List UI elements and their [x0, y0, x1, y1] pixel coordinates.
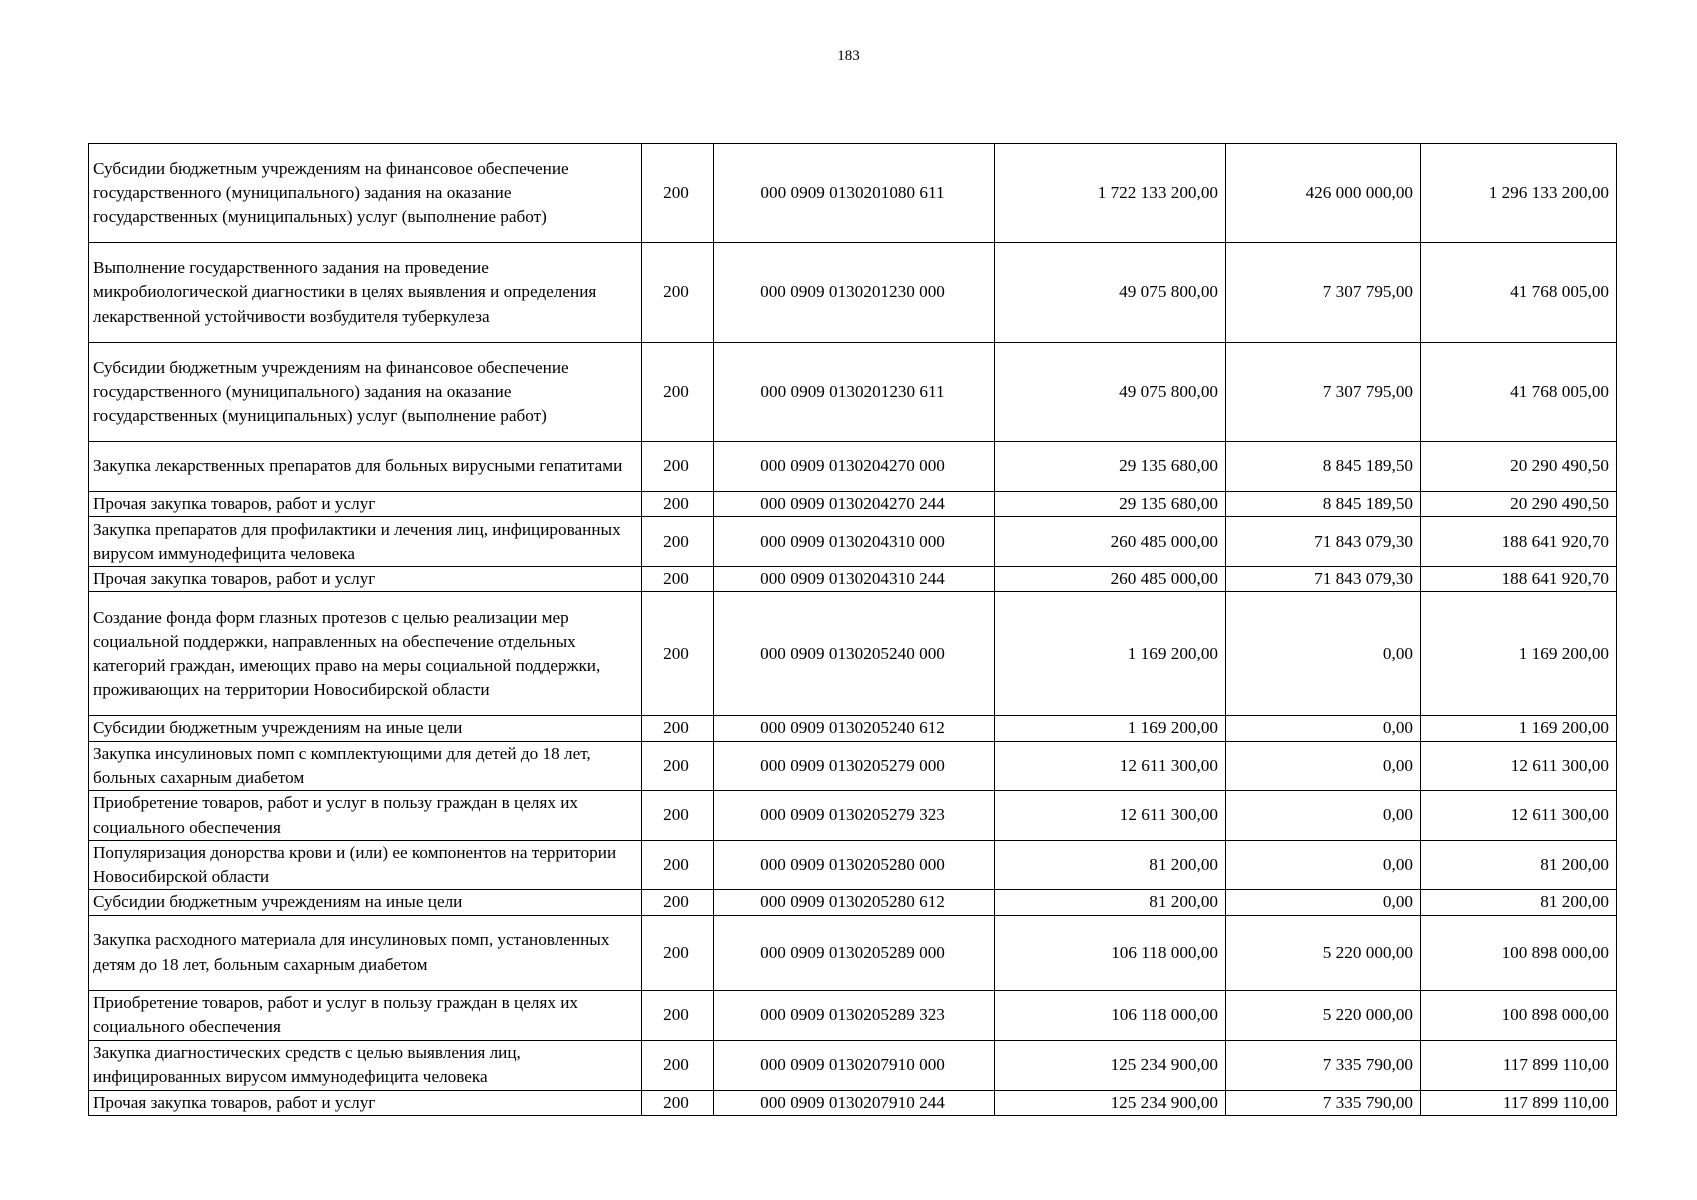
unexecuted-amount-cell: 81 200,00 — [1421, 841, 1617, 890]
executed-amount-cell: 7 335 790,00 — [1226, 1040, 1421, 1090]
approved-amount-cell: 106 118 000,00 — [995, 915, 1226, 990]
table-row — [89, 243, 1617, 343]
executed-amount-cell: 8 845 189,50 — [1226, 492, 1421, 517]
expense-name-cell: Приобретение товаров, работ и услуг в пользу граждан в целях их социального обеспечения — [89, 990, 642, 1040]
admin-code-cell: 200 — [642, 243, 714, 343]
table-row — [89, 343, 1617, 442]
table-row — [89, 1040, 1617, 1090]
table-row — [89, 915, 1617, 990]
approved-amount-cell: 1 169 200,00 — [995, 592, 1226, 716]
unexecuted-amount-cell: 81 200,00 — [1421, 890, 1617, 915]
admin-code-cell: 200 — [642, 144, 714, 243]
unexecuted-amount-cell: 1 169 200,00 — [1421, 716, 1617, 741]
executed-amount-cell: 5 220 000,00 — [1226, 915, 1421, 990]
executed-amount-cell: 0,00 — [1226, 741, 1421, 790]
budget-code-cell: 000 0909 0130201230 000 — [714, 243, 995, 343]
executed-amount-cell: 7 307 795,00 — [1226, 343, 1421, 442]
expense-name-cell: Прочая закупка товаров, работ и услуг — [89, 567, 642, 592]
executed-amount-cell: 0,00 — [1226, 841, 1421, 890]
table-row — [89, 990, 1617, 1040]
approved-amount-cell: 125 234 900,00 — [995, 1090, 1226, 1115]
expense-name-cell: Субсидии бюджетным учреждениям на иные цели — [89, 890, 642, 915]
page-number: 183 — [837, 48, 860, 64]
unexecuted-amount-cell: 188 641 920,70 — [1421, 567, 1617, 592]
approved-amount-cell: 49 075 800,00 — [995, 243, 1226, 343]
approved-amount-cell: 1 169 200,00 — [995, 716, 1226, 741]
executed-amount-cell: 7 335 790,00 — [1226, 1090, 1421, 1115]
approved-amount-cell: 1 722 133 200,00 — [995, 144, 1226, 243]
unexecuted-amount-cell: 1 169 200,00 — [1421, 592, 1617, 716]
expense-name-cell: Субсидии бюджетным учреждениям на иные цели — [89, 716, 642, 741]
expense-name-cell: Приобретение товаров, работ и услуг в пользу граждан в целях их социального обеспечения — [89, 791, 642, 841]
budget-code-cell: 000 0909 0130205289 000 — [714, 915, 995, 990]
executed-amount-cell: 71 843 079,30 — [1226, 567, 1421, 592]
executed-amount-cell: 71 843 079,30 — [1226, 517, 1421, 567]
table-row — [89, 841, 1617, 890]
budget-code-cell: 000 0909 0130207910 000 — [714, 1040, 995, 1090]
budget-code-cell: 000 0909 0130201230 611 — [714, 343, 995, 442]
unexecuted-amount-cell: 100 898 000,00 — [1421, 990, 1617, 1040]
unexecuted-amount-cell: 188 641 920,70 — [1421, 517, 1617, 567]
table-row — [89, 716, 1617, 741]
approved-amount-cell: 12 611 300,00 — [995, 791, 1226, 841]
budget-code-cell: 000 0909 0130204270 244 — [714, 492, 995, 517]
unexecuted-amount-cell: 20 290 490,50 — [1421, 492, 1617, 517]
approved-amount-cell: 260 485 000,00 — [995, 567, 1226, 592]
admin-code-cell: 200 — [642, 716, 714, 741]
unexecuted-amount-cell: 100 898 000,00 — [1421, 915, 1617, 990]
admin-code-cell: 200 — [642, 442, 714, 492]
expense-name-cell: Закупка препаратов для профилактики и лечения лиц, инфицированных вирусом иммунодефицита человека — [89, 517, 642, 567]
executed-amount-cell: 8 845 189,50 — [1226, 442, 1421, 492]
table-row — [89, 517, 1617, 567]
expense-name-cell: Закупка расходного материала для инсулиновых помп, установленных детям до 18 лет, больным сахарным диабетом — [89, 915, 642, 990]
executed-amount-cell: 5 220 000,00 — [1226, 990, 1421, 1040]
table-row — [89, 442, 1617, 492]
approved-amount-cell: 29 135 680,00 — [995, 442, 1226, 492]
admin-code-cell: 200 — [642, 741, 714, 790]
budget-code-cell: 000 0909 0130201080 611 — [714, 144, 995, 243]
executed-amount-cell: 0,00 — [1226, 791, 1421, 841]
executed-amount-cell: 7 307 795,00 — [1226, 243, 1421, 343]
approved-amount-cell: 260 485 000,00 — [995, 517, 1226, 567]
table-row — [89, 1090, 1617, 1115]
budget-code-cell: 000 0909 0130205280 000 — [714, 841, 995, 890]
admin-code-cell: 200 — [642, 990, 714, 1040]
admin-code-cell: 200 — [642, 791, 714, 841]
admin-code-cell: 200 — [642, 517, 714, 567]
admin-code-cell: 200 — [642, 492, 714, 517]
approved-amount-cell: 81 200,00 — [995, 841, 1226, 890]
admin-code-cell: 200 — [642, 1040, 714, 1090]
approved-amount-cell: 29 135 680,00 — [995, 492, 1226, 517]
expense-name-cell: Субсидии бюджетным учреждениям на финансовое обеспечение государственного (муниципального) задания на оказание государственных (муниципальных) услуг (выполнение работ) — [89, 343, 642, 442]
unexecuted-amount-cell: 12 611 300,00 — [1421, 791, 1617, 841]
budget-code-cell: 000 0909 0130205279 323 — [714, 791, 995, 841]
admin-code-cell: 200 — [642, 1090, 714, 1115]
admin-code-cell: 200 — [642, 592, 714, 716]
expense-name-cell: Популяризация донорства крови и (или) ее компонентов на территории Новосибирской области — [89, 841, 642, 890]
unexecuted-amount-cell: 117 899 110,00 — [1421, 1040, 1617, 1090]
executed-amount-cell: 0,00 — [1226, 716, 1421, 741]
budget-execution-table — [88, 143, 1617, 1116]
expense-name-cell: Закупка диагностических средств с целью выявления лиц, инфицированных вирусом иммунодефицита человека — [89, 1040, 642, 1090]
approved-amount-cell: 106 118 000,00 — [995, 990, 1226, 1040]
executed-amount-cell: 0,00 — [1226, 592, 1421, 716]
unexecuted-amount-cell: 1 296 133 200,00 — [1421, 144, 1617, 243]
executed-amount-cell: 426 000 000,00 — [1226, 144, 1421, 243]
admin-code-cell: 200 — [642, 567, 714, 592]
expense-name-cell: Субсидии бюджетным учреждениям на финансовое обеспечение государственного (муниципального) задания на оказание государственных (муниципальных) услуг (выполнение работ) — [89, 144, 642, 243]
budget-code-cell: 000 0909 0130204310 000 — [714, 517, 995, 567]
admin-code-cell: 200 — [642, 343, 714, 442]
expense-name-cell: Выполнение государственного задания на проведение микробиологической диагностики в целях выявления и определения лекарственной устойчивости возбудителя туберкулеза — [89, 243, 642, 343]
approved-amount-cell: 125 234 900,00 — [995, 1040, 1226, 1090]
budget-code-cell: 000 0909 0130205280 612 — [714, 890, 995, 915]
expense-name-cell: Прочая закупка товаров, работ и услуг — [89, 1090, 642, 1115]
expense-name-cell: Создание фонда форм глазных протезов с целью реализации мер социальной поддержки, направленных на обеспечение отдельных категорий граждан, имеющих право на меры социальной поддержки, проживающих на территории Новосибирской области — [89, 592, 642, 716]
approved-amount-cell: 12 611 300,00 — [995, 741, 1226, 790]
expense-name-cell: Прочая закупка товаров, работ и услуг — [89, 492, 642, 517]
budget-code-cell: 000 0909 0130205240 612 — [714, 716, 995, 741]
table-row — [89, 791, 1617, 841]
admin-code-cell: 200 — [642, 841, 714, 890]
expense-name-cell: Закупка инсулиновых помп с комплектующими для детей до 18 лет, больных сахарным диабетом — [89, 741, 642, 790]
table-row — [89, 567, 1617, 592]
table-body — [89, 144, 1617, 1116]
unexecuted-amount-cell: 12 611 300,00 — [1421, 741, 1617, 790]
unexecuted-amount-cell: 41 768 005,00 — [1421, 343, 1617, 442]
table-row — [89, 492, 1617, 517]
budget-code-cell: 000 0909 0130205289 323 — [714, 990, 995, 1040]
expense-name-cell: Закупка лекарственных препаратов для больных вирусными гепатитами — [89, 442, 642, 492]
budget-code-cell: 000 0909 0130207910 244 — [714, 1090, 995, 1115]
budget-code-cell: 000 0909 0130205240 000 — [714, 592, 995, 716]
unexecuted-amount-cell: 117 899 110,00 — [1421, 1090, 1617, 1115]
admin-code-cell: 200 — [642, 915, 714, 990]
approved-amount-cell: 49 075 800,00 — [995, 343, 1226, 442]
approved-amount-cell: 81 200,00 — [995, 890, 1226, 915]
table-row — [89, 592, 1617, 716]
budget-code-cell: 000 0909 0130204270 000 — [714, 442, 995, 492]
table-row — [89, 144, 1617, 243]
table-row — [89, 741, 1617, 790]
table-row — [89, 890, 1617, 915]
executed-amount-cell: 0,00 — [1226, 890, 1421, 915]
unexecuted-amount-cell: 41 768 005,00 — [1421, 243, 1617, 343]
admin-code-cell: 200 — [642, 890, 714, 915]
budget-code-cell: 000 0909 0130204310 244 — [714, 567, 995, 592]
unexecuted-amount-cell: 20 290 490,50 — [1421, 442, 1617, 492]
budget-code-cell: 000 0909 0130205279 000 — [714, 741, 995, 790]
